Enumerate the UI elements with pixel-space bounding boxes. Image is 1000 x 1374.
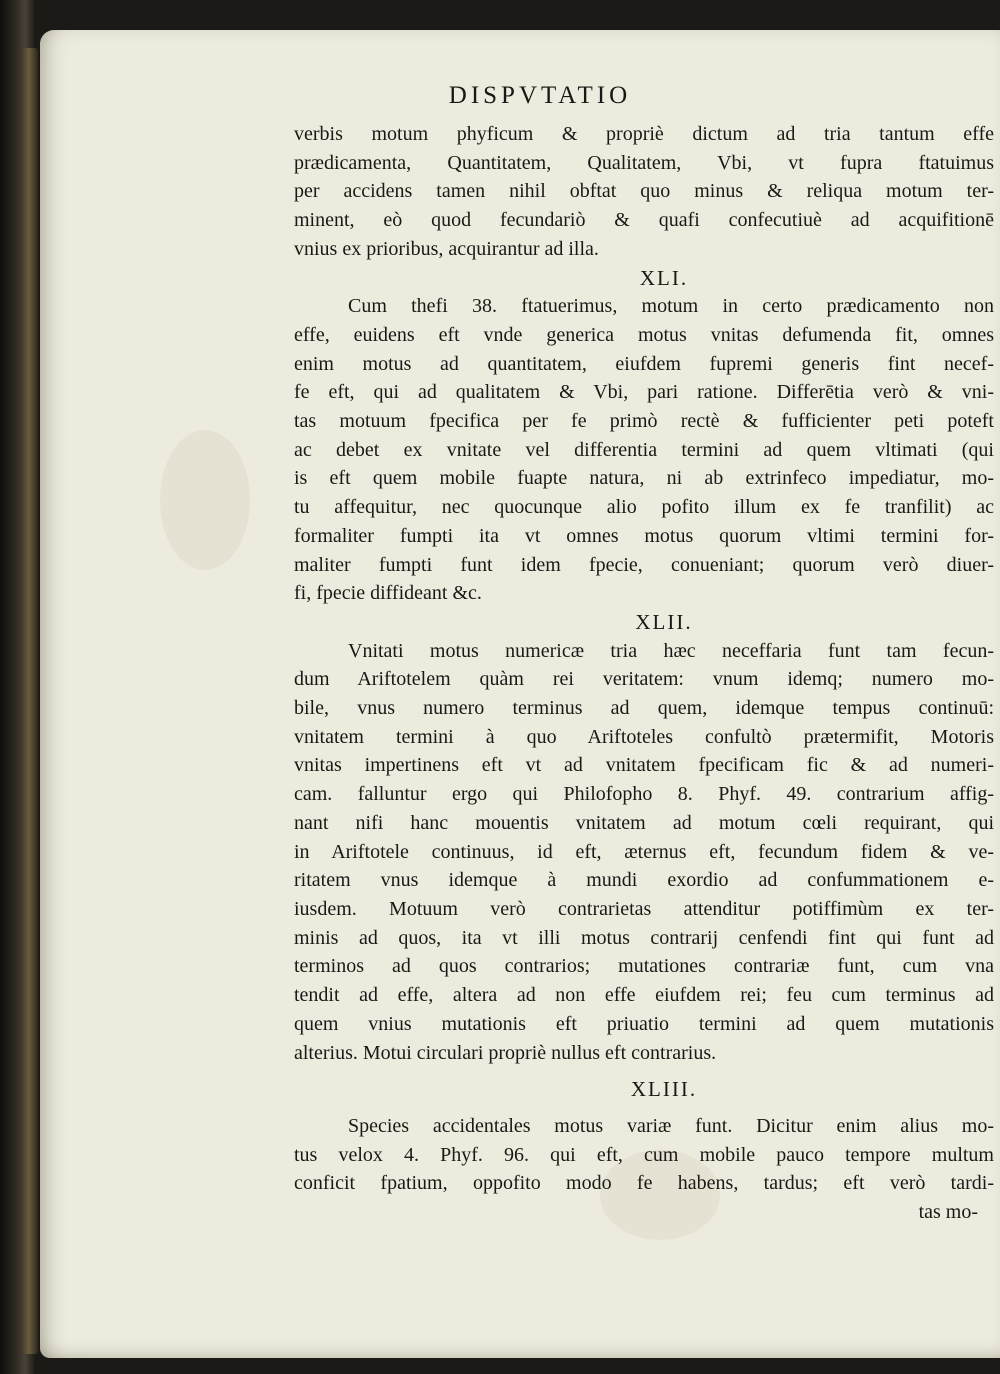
paragraph-intro xyxy=(294,120,994,264)
text-line: nant nifi hanc mouentis vnitatem ad motum cœli requirant, qui xyxy=(294,811,994,834)
text-line: prædicamenta, Quantitatem, Qualitatem, Vbi, vt fupra ftatuimus xyxy=(294,151,994,174)
text-line: minis ad quos, ita vt illi motus contrarij cenfendi fint qui funt ad xyxy=(294,926,994,949)
section-heading-41: XLI. xyxy=(639,265,689,290)
text-line: vnitatem termini à quo Ariftoteles confultò prætermifit, Motoris xyxy=(294,725,994,748)
text-line: effe, euidens eft vnde generica motus vnitas defumenda fit, omnes xyxy=(294,323,994,346)
text-line: tus velox 4. Phyf. 96. qui eft, cum mobile pauco tempore multum xyxy=(294,1143,994,1166)
text-line: tas motuum fpecifica per fe primò rectè & fufficienter peti poteft xyxy=(294,410,994,433)
section-heading-42: XLII. xyxy=(635,609,693,634)
text-line: quem vnius mutationis eft priuatio termini ad quem mutationis xyxy=(294,1012,994,1035)
paragraph-43 xyxy=(294,1112,994,1198)
catchword: tas mo- xyxy=(918,1201,978,1224)
text-line: fe eft, qui ad qualitatem & Vbi, pari ratione. Differētia verò & vni- xyxy=(294,381,994,404)
text-line: is eft quem mobile fuapte natura, ni ab extrinfeco impediatur, mo- xyxy=(294,467,994,490)
text-line: enim motus ad quantitatem, eiufdem fupremi generis fint necef- xyxy=(294,352,994,375)
text-line: fi, fpecie diffideant &c. xyxy=(294,582,482,605)
text-block xyxy=(294,120,994,1227)
text-line: per accidens tamen nihil obftat quo minus & reliqua motum ter- xyxy=(294,180,994,203)
text-line: vnius ex prioribus, acquirantur ad illa. xyxy=(294,237,599,260)
text-line: alterius. Motui circulari propriè nullus eft contrarius. xyxy=(294,1041,717,1064)
paper-stain xyxy=(160,430,250,570)
text-line: formaliter fumpti ita vt omnes motus quorum vltimi termini for- xyxy=(294,524,994,547)
binding-edge xyxy=(20,48,38,1354)
text-line: iusdem. Motuum verò contrarietas attenditur potiffimùm ex ter- xyxy=(294,897,994,920)
text-line: Species accidentales motus variæ funt. Dicitur enim alius mo- xyxy=(348,1114,994,1137)
paragraph-41 xyxy=(294,292,994,608)
paragraph-42 xyxy=(294,637,994,1068)
text-line: ritatem vnus idemque à mundi exordio ad confummationem e- xyxy=(294,869,994,892)
text-line: cam. falluntur ergo qui Philofopho 8. Phyf. 49. contrarium affig- xyxy=(294,783,994,806)
text-line: vnitas impertinens eft vt ad vnitatem fpecificam fic & ad numeri- xyxy=(294,754,994,777)
text-line: dum Ariftotelem quàm rei veritatem: vnum idemq; numero mo- xyxy=(294,668,994,691)
text-line: conficit fpatium, oppofito modo fe habens, tardus; eft verò tardi- xyxy=(294,1172,994,1195)
text-line: maliter fumpti funt idem fpecie, conueniant; quorum verò diuer- xyxy=(294,553,994,576)
text-line: bile, vnus numero terminus ad quem, idemque tempus continuū: xyxy=(294,697,994,720)
text-line: terminos ad quos contrarios; mutationes contrariæ funt, cum vna xyxy=(294,955,994,978)
running-head: DISPVTATIO xyxy=(448,82,632,109)
text-line: ac debet ex vnitate vel differentia termini ad quem vltimati (qui xyxy=(294,438,994,461)
text-line: minent, eò quod fecundariò & quafi confecutiuè ad acquifitionē xyxy=(294,209,994,232)
text-line: verbis motum phyficum & propriè dictum ad tria tantum effe xyxy=(294,123,994,145)
text-line: tendit ad effe, altera ad non effe eiufdem rei; feu cum terminus ad xyxy=(294,984,994,1007)
book-page xyxy=(40,30,1000,1358)
text-line: tu affequitur, nec quocunque alio pofito illum ex fe tranfilit) ac xyxy=(294,496,994,519)
text-line: Cum thefi 38. ftatuerimus, motum in certo prædicamento non xyxy=(348,295,994,318)
text-line: in Ariftotele continuus, id eft, æternus eft, fecundum fidem & ve- xyxy=(294,840,994,863)
text-line: Vnitati motus numericæ tria hæc neceffaria funt tam fecun- xyxy=(348,639,994,662)
section-heading-43: XLIII. xyxy=(630,1077,698,1102)
